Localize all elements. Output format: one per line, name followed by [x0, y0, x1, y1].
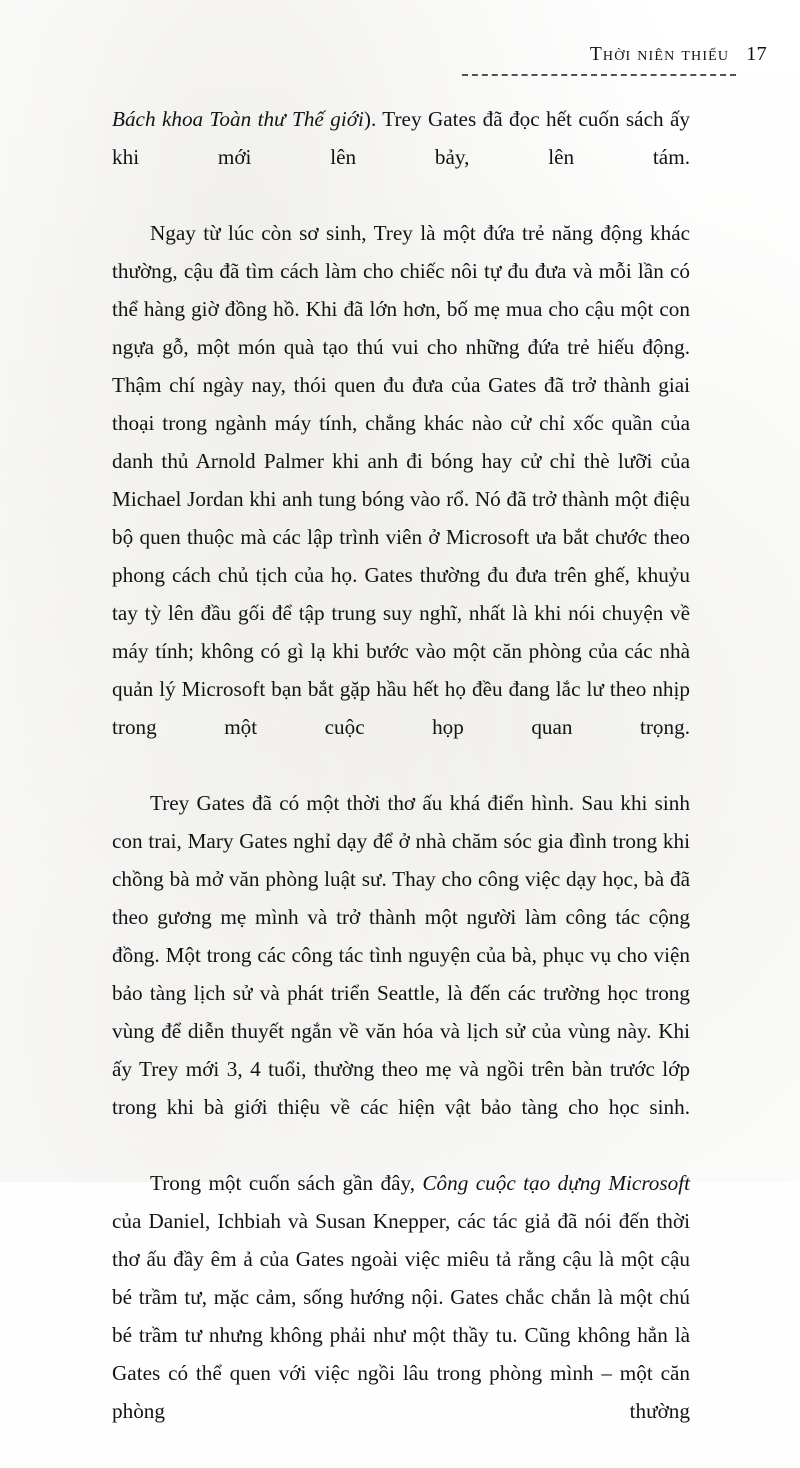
- text-run: Ngay từ lúc còn sơ sinh, Trey là một đứa trẻ năng động khác thường, cậu đã tìm cách làm cho chiếc nôi tự đu đưa và mỗi lần có thể hàng giờ đồng hồ. Khi đã lớn hơn, bố mẹ mua cho cậu một con ngựa gỗ, một món quà tạo thú vui cho những đứa trẻ hiếu động. Thậm chí ngày nay, thói quen đu đưa của Gates đã trở thành giai thoại trong ngành máy tính, chẳng khác nào cử chỉ xốc quần của danh thủ Arnold Palmer khi anh đi bóng hay cử chỉ thè lưỡi của Michael Jordan khi anh tung bóng vào rổ. Nó đã trở thành một điệu bộ quen thuộc mà các lập trình viên ở Microsoft ưa bắt chước theo phong cách chủ tịch của họ. Gates thường đu đưa trên ghế, khuỷu tay tỳ lên đầu gối để tập trung suy nghĩ, nhất là khi nói chuyện về máy tính; không có gì lạ khi bước vào một căn phòng của các nhà quản lý Microsoft bạn bắt gặp hầu hết họ đều đang lắc lư theo nhịp trong một cuộc họp quan trọng.: [112, 221, 690, 739]
- text-run: Trong một cuốn sách gần đây,: [150, 1171, 423, 1195]
- paragraph: [112, 784, 690, 1164]
- running-head-title: Thời niên thiếu: [589, 44, 730, 65]
- text-run: ). Trey Gates đã đọc hết cuốn sách ấy khi mới lên bảy, lên tám.: [112, 107, 690, 169]
- body-text-block: [112, 100, 690, 1468]
- paragraph: [112, 100, 690, 214]
- italic-title: Công cuộc tạo dựng Microsoft: [422, 1171, 690, 1195]
- paragraph: [112, 214, 690, 784]
- running-head-rule: [462, 74, 736, 76]
- italic-title: Bách khoa Toàn thư Thế giới: [112, 107, 364, 131]
- page-number: 17: [746, 43, 767, 65]
- running-head: [112, 44, 768, 78]
- text-run: Trey Gates đã có một thời thơ ấu khá điển hình. Sau khi sinh con trai, Mary Gates nghỉ dạy để ở nhà chăm sóc gia đình trong khi chồng bà mở văn phòng luật sư. Thay cho công việc dạy học, bà đã theo gương mẹ mình và trở thành một người làm công tác cộng đồng. Một trong các công tác tình nguyện của bà, phục vụ cho viện bảo tàng lịch sử và phát triển Seattle, là đến các trường học trong vùng để diễn thuyết ngắn về văn hóa và lịch sử của vùng này. Khi ấy Trey mới 3, 4 tuổi, thường theo mẹ và ngồi trên bàn trước lớp trong khi bà giới thiệu về các hiện vật bảo tàng cho học sinh.: [112, 791, 690, 1119]
- paragraph: [112, 1164, 690, 1468]
- text-run: của Daniel, Ichbiah và Susan Knepper, các tác giả đã nói đến thời thơ ấu đầy êm ả của Gates ngoài việc miêu tả rằng cậu là một cậu bé trầm tư, mặc cảm, sống hướng nội. Gates chắc chắn là một chú bé trầm tư nhưng không phải như một thầy tu. Cũng không hẳn là Gates có thể quen với việc ngồi lâu trong phòng mình – một căn phòng thường: [112, 1209, 690, 1423]
